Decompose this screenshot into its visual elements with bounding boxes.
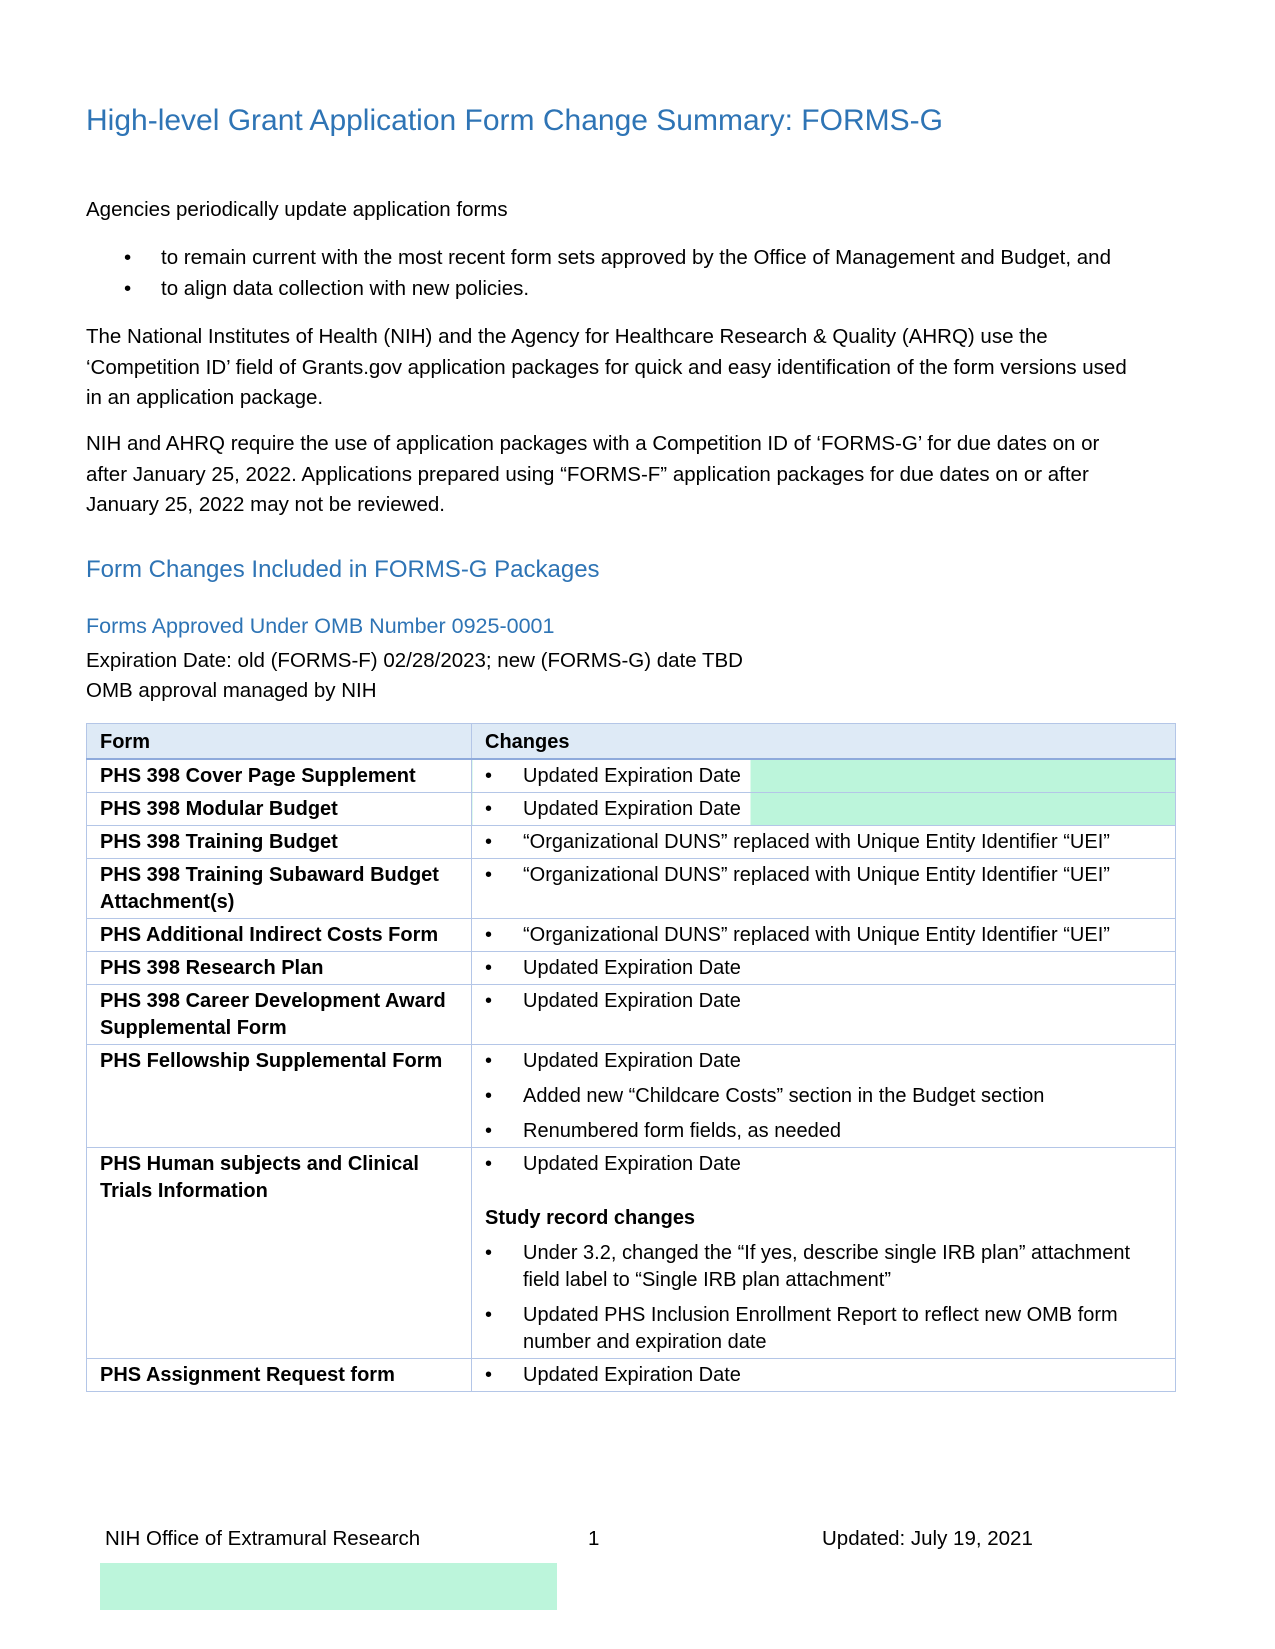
table-row — [87, 952, 1176, 985]
table-row — [87, 826, 1176, 859]
changes-cell — [472, 919, 1176, 952]
change-list — [485, 829, 1165, 856]
changes-cell — [472, 826, 1176, 859]
change-item: • Updated Expiration Date — [485, 1362, 1165, 1389]
changes-cell — [472, 859, 1176, 919]
table-row — [87, 759, 1176, 793]
changes-cell — [472, 1148, 1176, 1359]
intro-bullet: • to remain current with the most recent form sets approved by the Office of Management and Budget, and — [86, 242, 1111, 273]
change-item: • “Organizational DUNS” replaced with Unique Entity Identifier “UEI” — [485, 922, 1165, 949]
form-name-cell: PHS Assignment Request form — [87, 1359, 472, 1392]
change-list — [485, 1048, 1165, 1145]
table-row — [87, 1359, 1176, 1392]
table-row — [87, 1148, 1176, 1359]
form-name-cell: PHS 398 Modular Budget — [87, 793, 472, 826]
change-list — [485, 862, 1165, 889]
paragraph-competition-id: The National Institutes of Health (NIH) and the Agency for Healthcare Research & Quality (AHRQ) use the ‘Competition ID’ field of Grants.gov application packages for quick and easy identification of the form versions used in an application package. — [86, 325, 1127, 409]
form-name-cell: PHS Fellowship Supplemental Form — [87, 1045, 472, 1148]
footer-organization: NIH Office of Extramural Research — [105, 1527, 421, 1550]
form-name-cell: PHS 398 Training Budget — [87, 826, 472, 859]
change-item: • Added new “Childcare Costs” section in the Budget section — [485, 1083, 1165, 1110]
intro-bullet-list — [86, 242, 1111, 304]
table-row — [87, 919, 1176, 952]
changes-cell — [472, 793, 1176, 826]
footer-page-number: 1 — [588, 1527, 600, 1550]
change-item: • “Organizational DUNS” replaced with Unique Entity Identifier “UEI” — [485, 862, 1165, 889]
changes-cell — [472, 952, 1176, 985]
form-name-cell: PHS Additional Indirect Costs Form — [87, 919, 472, 952]
paragraph-requirement: NIH and AHRQ require the use of application packages with a Competition ID of ‘FORMS-G’ for due dates on or after January 25, 2022. Applications prepared using “FORMS-F” application packages for due dates on or after January 25, 2022 may not be reviewed. — [86, 432, 1100, 516]
approval-line: OMB approval managed by NIH — [86, 679, 377, 702]
changes-cell — [472, 759, 1176, 793]
table-row — [87, 985, 1176, 1045]
change-item: • Updated Expiration Date — [485, 955, 1165, 982]
form-changes-table — [86, 723, 1176, 1392]
table-row — [87, 1045, 1176, 1148]
table-row — [87, 793, 1176, 826]
changes-cell — [472, 1045, 1176, 1148]
change-list — [485, 1362, 1165, 1389]
footer-highlight-block — [100, 1563, 557, 1610]
study-record-change-list — [485, 1240, 1165, 1356]
change-list — [485, 955, 1165, 982]
page-title: High-level Grant Application Form Change Summary: FORMS-G — [86, 104, 943, 137]
expiration-line: Expiration Date: old (FORMS-F) 02/28/2023; new (FORMS-G) date TBD — [86, 649, 743, 672]
change-item: • Updated Expiration Date — [485, 796, 1165, 823]
change-item: • “Organizational DUNS” replaced with Unique Entity Identifier “UEI” — [485, 829, 1165, 856]
form-name-cell: PHS 398 Cover Page Supplement — [87, 759, 472, 793]
change-list — [485, 988, 1165, 1015]
form-name-cell: PHS 398 Research Plan — [87, 952, 472, 985]
change-item: • Under 3.2, changed the “If yes, describe single IRB plan” attachment field label to “Single IRB plan attachment” — [485, 1240, 1165, 1294]
change-item: • Updated PHS Inclusion Enrollment Report to reflect new OMB form number and expiration date — [485, 1302, 1165, 1356]
column-header-form: Form — [87, 724, 472, 760]
changes-cell — [472, 1359, 1176, 1392]
change-list — [485, 763, 1165, 790]
change-item: • Renumbered form fields, as needed — [485, 1118, 1165, 1145]
change-item: • Updated Expiration Date — [485, 988, 1165, 1015]
study-record-subheading: Study record changes — [485, 1207, 696, 1229]
change-list — [485, 1151, 1165, 1178]
change-item: • Updated Expiration Date — [485, 1151, 1165, 1178]
column-header-changes: Changes — [472, 724, 1176, 760]
form-name-cell: PHS Human subjects and Clinical Trials Information — [87, 1148, 472, 1359]
intro-bullet: • to align data collection with new policies. — [86, 273, 1111, 304]
changes-cell — [472, 985, 1176, 1045]
change-list — [485, 796, 1165, 823]
change-item: • Updated Expiration Date — [485, 1048, 1165, 1075]
change-list — [485, 922, 1165, 949]
change-item: • Updated Expiration Date — [485, 763, 1165, 790]
table-row — [87, 859, 1176, 919]
subsection-heading: Forms Approved Under OMB Number 0925-0001 — [86, 614, 555, 638]
form-name-cell: PHS 398 Training Subaward Budget Attachment(s) — [87, 859, 472, 919]
footer-updated-date: Updated: July 19, 2021 — [822, 1527, 1033, 1550]
intro-text: Agencies periodically update application forms — [86, 198, 508, 221]
table-header-row — [87, 724, 1176, 760]
section-heading: Form Changes Included in FORMS-G Packages — [86, 556, 600, 583]
form-name-cell: PHS 398 Career Development Award Supplemental Form — [87, 985, 472, 1045]
